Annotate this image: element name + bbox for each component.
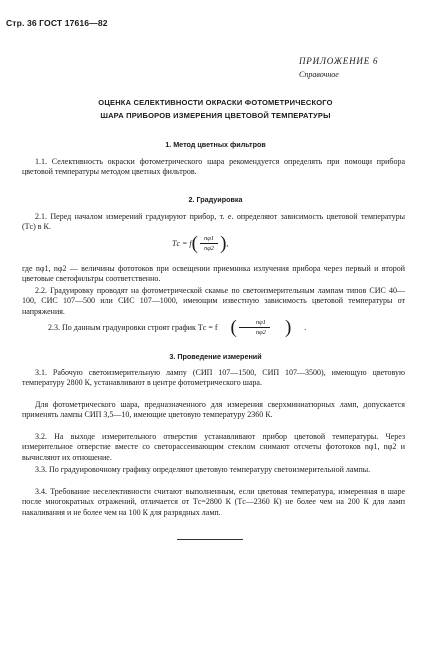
- paragraph-2-2: 2.2. Градуировку проводят на фотометрической скамье по светоизмерительным лампам типов СИС 40—100, СИС 107—500 или СИС 107—1000, имеющим известную зависимость цветовой температуры от напряжения.: [22, 286, 405, 316]
- paragraph-3-1: 3.1. Рабочую светоизмерительную лампу (СИП 107—1500, СИП 107—3500), имеющую цветовую температуру 2800 К, устанавливают в центре фотометрического шара.: [22, 368, 405, 388]
- fraction-denominator: nφ2: [203, 245, 215, 252]
- paragraph-2-1-where: где nφ1, nφ2 — величины фототоков при освещении приемника излучения прибора через первый и второй цветовые светофильтры соответственно.: [22, 264, 405, 284]
- fraction-numerator: nφ1: [200, 235, 218, 244]
- section-3-heading: 3. Проведение измерений: [169, 352, 262, 361]
- fraction-numerator: nφ1: [239, 319, 270, 328]
- document-title-line-1: ОЦЕНКА СЕЛЕКТИВНОСТИ ОКРАСКИ ФОТОМЕТРИЧЕСКОГО: [98, 98, 333, 107]
- appendix-subtitle: Справочное: [299, 70, 339, 79]
- fraction-denominator: nφ2: [255, 329, 266, 336]
- fraction: [239, 319, 270, 336]
- paragraph-3-1-note: Для фотометрического шара, предназначенного для измерения сверхминиатюрных ламп, допускается применять лампы СИП 3,5—10, имеющие цветовую температуру 2360 К.: [22, 400, 405, 420]
- paragraph-2-3: 2.3. По данным градуировки строят график Tс = f ( $\frac{n\varphi 1}{n\varphi 2}$ ) .: [22, 318, 306, 337]
- page-header: Стр. 36 ГОСТ 17616—82: [6, 18, 108, 28]
- section-2-heading: 2. Градуировка: [188, 195, 243, 204]
- appendix-title: ПРИЛОЖЕНИЕ 6: [299, 56, 379, 66]
- document-title-line-2: ШАРА ПРИБОРОВ ИЗМЕРЕНИЯ ЦВЕТОВОЙ ТЕМПЕРАТУРЫ: [100, 111, 331, 120]
- paragraph-3-3: 3.3. По градуировочному графику определяют цветовую температуру светоизмерительной лампы.: [35, 465, 371, 474]
- fraction: [200, 235, 218, 252]
- paragraph-3-4: 3.4. Требование неселективности считают выполненным, если цветовая температура, измеренная в шаре после многократных отражений, отличается от Tс=2800 К (Tс—2360 К) не более чем на 200 К для ламп накаливания и не более чем на 100 К для разрядных ламп.: [22, 487, 405, 517]
- paragraph-2-3-text: 2.3. По данным градуировки строят график Tс = f: [48, 323, 218, 332]
- formula-calibration: Tс = f ( $\frac{n\varphi 1}{n\varphi 2}$ ) ,: [172, 233, 229, 254]
- paragraph-1-1: 1.1. Селективность окраски фотометрического шара рекомендуется определять при помощи прибора цветовой температуры методом цветных фильтров.: [22, 157, 405, 177]
- end-divider: [177, 539, 243, 540]
- section-1-heading: 1. Метод цветных фильтров: [165, 140, 266, 149]
- formula-lhs: Tс = f: [172, 239, 192, 248]
- paragraph-3-2: 3.2. На выходе измерительного отверстия устанавливают прибор цветовой температуры. Через измерительное отверстие вместе со светорассеивающим стеклом снимают отсчеты фототоков nφ1, nφ2 и вычисляют их отношение.: [22, 432, 405, 462]
- paragraph-2-1: 2.1. Перед началом измерений градуируют прибор, т. е. определяют зависимость цветовой температуры (Tс) в К.: [22, 212, 405, 232]
